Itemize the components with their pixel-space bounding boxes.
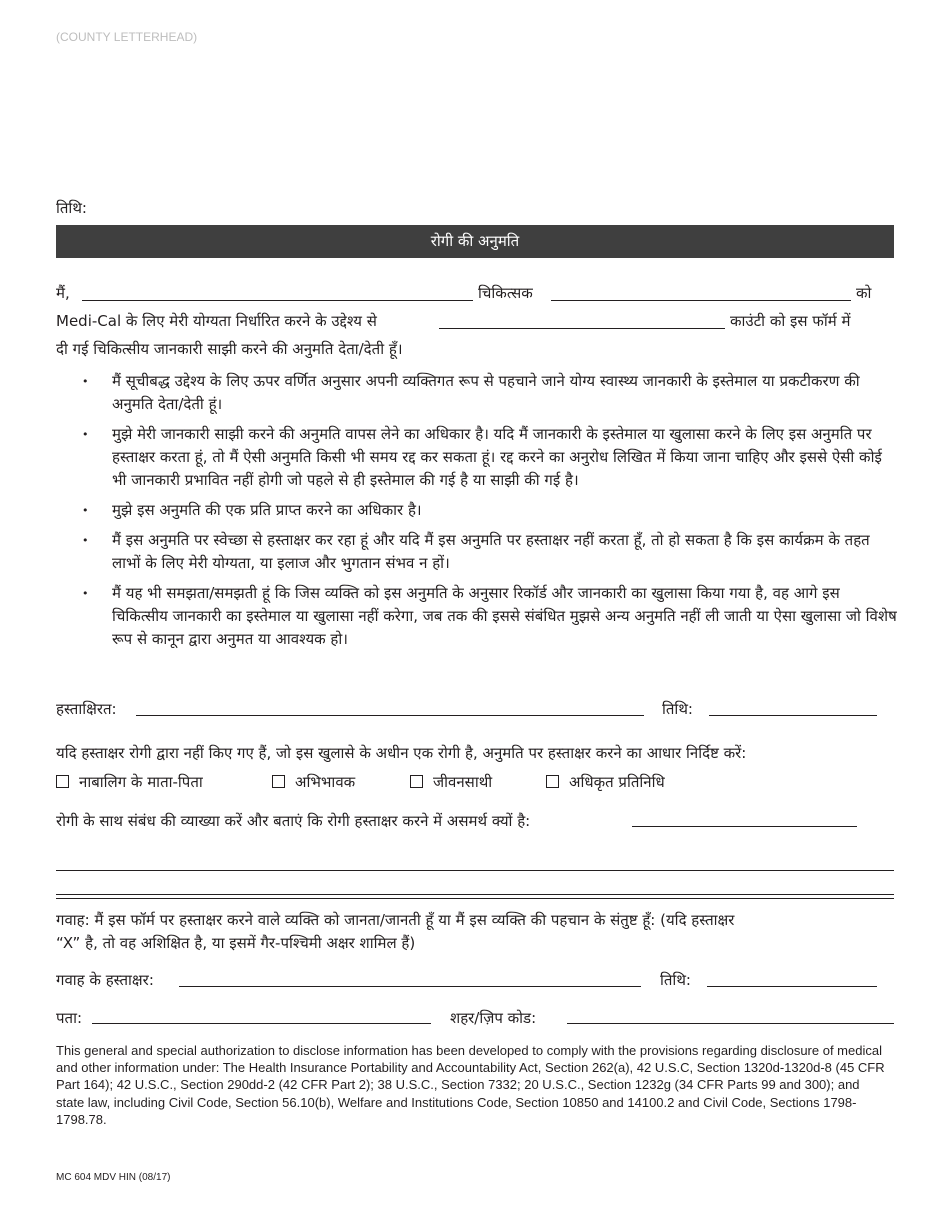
address-label: पता: bbox=[56, 1009, 83, 1027]
divider bbox=[56, 894, 894, 895]
divider bbox=[56, 898, 894, 899]
i-label: मैं, bbox=[56, 284, 70, 302]
county-name-field[interactable] bbox=[439, 328, 725, 329]
physician-label: चिकित्सक bbox=[478, 284, 533, 302]
physician-name-field[interactable] bbox=[551, 300, 851, 301]
patient-name-field[interactable] bbox=[82, 300, 473, 301]
date-label: तिथि: bbox=[56, 199, 87, 217]
to-label: को bbox=[856, 284, 872, 302]
checkbox[interactable] bbox=[272, 775, 285, 788]
list-item: • मैं यह भी समझता/समझती हूं कि जिस व्यक्ति को इस अनुमति के अनुसार रिकॉर्ड और जानकारी का खुलासा किया गया है, वह आगे इस चिकित्सीय जानकारी का इस्तेमाल या खुलासा नहीं करेगा, जब तक की इससे संबंधित मुझसे अन्य अनुमति नहीं ली जाती या ऐसा खुलासा जो विशेष रूप से कानून द्वारा अनुमत या आवश्यक हो। bbox=[80, 582, 898, 651]
option-label: जीवनसाथी bbox=[433, 773, 493, 791]
county-letterhead: (COUNTY LETTERHEAD) bbox=[56, 30, 198, 44]
option-authorized-representative[interactable] bbox=[546, 772, 665, 792]
relationship-field-line-2[interactable] bbox=[56, 870, 894, 871]
form-code: MC 604 MDV HIN (08/17) bbox=[56, 1172, 171, 1183]
checkbox[interactable] bbox=[546, 775, 559, 788]
checkbox[interactable] bbox=[410, 775, 423, 788]
option-label: अधिकृत प्रतिनिधि bbox=[569, 773, 665, 791]
signed-label: हस्ताक्षिरत: bbox=[56, 700, 117, 718]
section-title-band: रोगी की अनुमति bbox=[56, 225, 894, 258]
list-item: • मुझे मेरी जानकारी साझी करने की अनुमति वापस लेने का अधिकार है। यदि मैं जानकारी के इस्तेमाल या खुलासा करने के लिए इस अनुमति पर हस्ताक्षर करता हूं, तो मैं ऐसी अनुमति किसी भी समय रद्द कर सकता हूं। रद्द करने का अनुरोध लिखित में किया जाना चाहिए और इससे ऐसी कोई भी जानकारी प्रभावित नहीं होगी जो पहले से ही इस्तेमाल की गई है या साझी की गई है। bbox=[80, 423, 898, 492]
city-zip-field[interactable] bbox=[567, 1023, 894, 1024]
list-item: • मैं इस अनुमति पर स्वेच्छा से हस्ताक्षर कर रहा हूं और यदि मैं इस अनुमति पर हस्ताक्षर नहीं करता हूँ, तो हो सकता है कि इस कार्यक्रम के तहत लाभों के लिए मेरी योग्यता, या इलाज और भुगतान संभव न हों। bbox=[80, 529, 898, 575]
witness-signature-label: गवाह के हस्ताक्षर: bbox=[56, 971, 154, 989]
not-patient-instruction: यदि हस्ताक्षर रोगी द्वारा नहीं किए गए हैं, जो इस खुलासे के अधीन एक रोगी है, अनुमति पर हस्ताक्षर करने का आधार निर्दिष्ट करें: bbox=[56, 744, 747, 762]
city-zip-label: शहर/ज़िप कोड: bbox=[450, 1009, 537, 1027]
witness-signature-field[interactable] bbox=[179, 986, 641, 987]
witness-date-field[interactable] bbox=[707, 986, 877, 987]
option-spouse[interactable] bbox=[410, 772, 492, 792]
option-guardian[interactable] bbox=[272, 772, 355, 792]
witness-date-label: तिथि: bbox=[660, 971, 691, 989]
signature-date-field[interactable] bbox=[709, 715, 877, 716]
purpose-text: Medi-Cal के लिए मेरी योग्यता निर्धारित करने के उद्देश्य से bbox=[56, 312, 377, 330]
address-field[interactable] bbox=[92, 1023, 431, 1024]
witness-statement-continued: “X” है, तो वह अशिक्षित है, या इसमें गैर-पश्चिमी अक्षर शामिल हैं) bbox=[56, 934, 416, 952]
legal-disclaimer: This general and special authorization to disclose information has been developed to comply with the provisions regarding disclosure of medical and other information under: The Health Insurance Portability and Accountability Act, Section 262(a), 42 U.S.C, Section 1320d-1320d-8 (45 CFR Part 164); 42 U.S.C., Section 290dd-2 (42 CFR Part 2); 38 U.S.C., Section 7332; 20 U.S.C., Section 1232g (34 CFR Parts 99 and 300); and state law, including Civil Code, Section 56.10(b), Welfare and Institutions Code, Section 10850 and 14100.2 and Civil Code, Sections 1798-1798.78. bbox=[56, 1043, 885, 1127]
county-text: काउंटी को इस फॉर्म में bbox=[730, 312, 851, 330]
signature-date-label: तिथि: bbox=[662, 700, 693, 718]
list-item: • मुझे इस अनुमति की एक प्रति प्राप्त करने का अधिकार है। bbox=[80, 499, 898, 522]
rights-list bbox=[80, 370, 898, 658]
option-minor-parent[interactable] bbox=[56, 772, 203, 792]
signature-field[interactable] bbox=[136, 715, 644, 716]
relationship-explanation-label: रोगी के साथ संबंध की व्याख्या करें और बताएं कि रोगी हस्ताक्षर करने में असमर्थ क्यों है: bbox=[56, 812, 531, 830]
option-label: अभिभावक bbox=[295, 773, 356, 791]
list-item: • मैं सूचीबद्ध उद्देश्य के लिए ऊपर वर्णित अनुसार अपनी व्यक्तिगत रूप से पहचाने जाने योग्य स्वास्थ्य जानकारी के इस्तेमाल या प्रकटीकरण की अनुमति देता/देती हूं। bbox=[80, 370, 898, 416]
checkbox[interactable] bbox=[56, 775, 69, 788]
consent-line: दी गई चिकित्सीय जानकारी साझी करने की अनुमति देता/देती हूँ। bbox=[56, 340, 403, 358]
witness-statement: गवाह: मैं इस फॉर्म पर हस्ताक्षर करने वाले व्यक्ति को जानता/जानती हूँ या मैं इस व्यक्ति की पहचान के संतुष्ट हूँ: (यदि हस्ताक्षर bbox=[56, 911, 735, 929]
relationship-field[interactable] bbox=[632, 826, 857, 827]
option-label: नाबालिग के माता-पिता bbox=[79, 773, 203, 791]
